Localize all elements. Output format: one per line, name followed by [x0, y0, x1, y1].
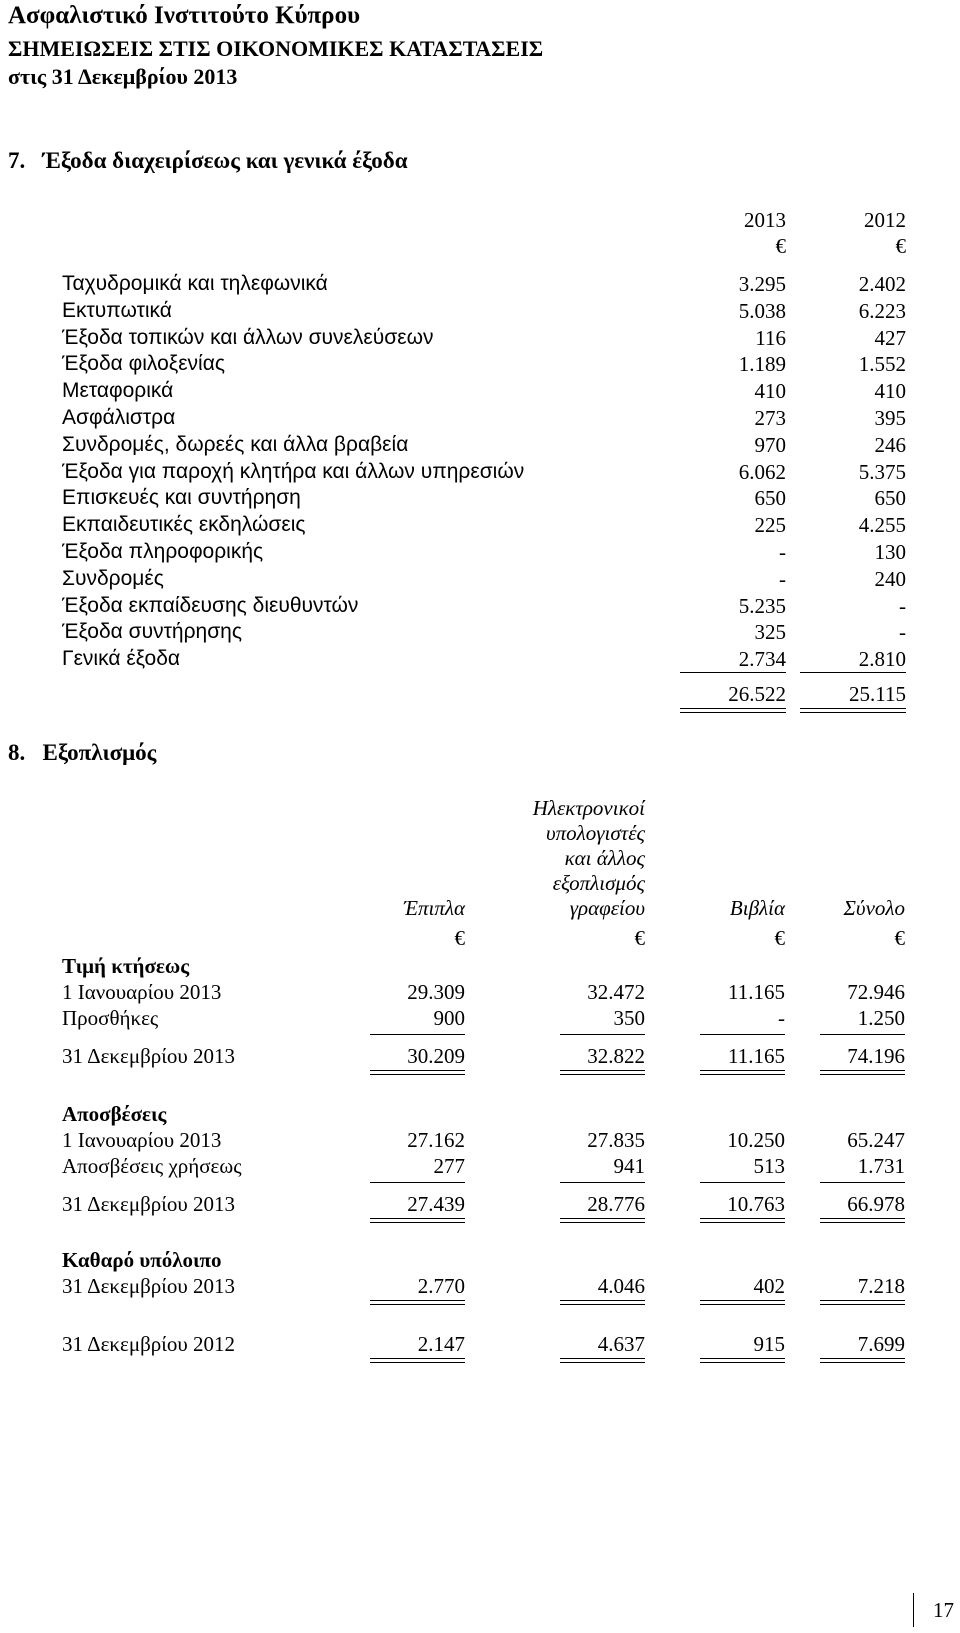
cost-total-double-line: [820, 1070, 905, 1075]
depreciation-subtotal-line: [700, 1182, 785, 1183]
depreciation-charge-row-value: 277: [433, 1154, 465, 1178]
note7-row-value-2012: 4.255: [858, 513, 906, 537]
note7-row-value-2012: 246: [874, 433, 906, 457]
net-2013-double-line: [560, 1300, 645, 1305]
depreciation-opening-row-value: 65.247: [847, 1128, 905, 1152]
note7-row-value-2012: 2.810: [858, 647, 906, 671]
depreciation-subtotal-line: [820, 1182, 905, 1183]
note7-row-value-2012: 240: [874, 567, 906, 591]
note8-column-header: Βιβλία: [729, 896, 785, 920]
net-2013-row-value: 2.770: [417, 1274, 465, 1298]
depreciation-closing-row-value: 66.978: [847, 1192, 905, 1216]
note8-column-header: εξοπλισμός: [552, 871, 645, 895]
depreciation-opening-row-value: 27.835: [587, 1128, 645, 1152]
note7-row-value-2013: -: [779, 540, 786, 564]
note7-total-2012: 25.115: [849, 682, 906, 706]
note7-row-value-2013: 325: [754, 620, 786, 644]
note7-row-value-2013: 225: [754, 513, 786, 537]
depreciation-closing-row-value: 27.439: [407, 1192, 465, 1216]
net-2012-row-value: 2.147: [417, 1332, 465, 1356]
note7-row-label: Μεταφορικά: [62, 379, 174, 402]
cost-closing-row-value: 11.165: [728, 1044, 785, 1068]
note7-currency-2013: €: [775, 234, 786, 258]
cost-opening-row-value: 29.309: [407, 980, 465, 1004]
cost-additions-row-value: -: [778, 1006, 785, 1030]
note-8-title: 8. Εξοπλισμός: [8, 740, 157, 765]
note7-row-value-2013: 5.038: [738, 299, 786, 323]
net-2013-row-value: 7.218: [857, 1274, 905, 1298]
company-name: Ασφαλιστικό Ινστιτούτο Κύπρου: [8, 2, 361, 29]
page-number: 17: [913, 1593, 954, 1627]
note7-row-label: Εκτυπωτικά: [62, 299, 172, 322]
cost-heading: Τιμή κτήσεως: [62, 954, 190, 978]
net-2013-double-line: [820, 1300, 905, 1305]
depreciation-charge-row-value: 513: [753, 1154, 785, 1178]
note7-row-value-2012: 5.375: [858, 460, 906, 484]
depreciation-charge-row-value: 941: [613, 1154, 645, 1178]
depreciation-total-double-line: [820, 1218, 905, 1223]
note8-column-header: Σύνολο: [843, 896, 905, 920]
note7-row-value-2013: 650: [754, 486, 786, 510]
note7-row-label: Συνδρομές: [62, 567, 164, 590]
note7-row-value-2012: 395: [874, 406, 906, 430]
note7-year-2013: 2013: [744, 208, 786, 232]
cost-opening-row-value: 72.946: [847, 980, 905, 1004]
note8-column-header: υπολογιστές: [545, 821, 645, 845]
cost-total-double-line: [370, 1070, 465, 1075]
cost-closing-row-value: 32.822: [587, 1044, 645, 1068]
note7-row-value-2013: 2.734: [738, 647, 786, 671]
depreciation-total-double-line: [560, 1218, 645, 1223]
note7-row-label: Έξοδα συντήρησης: [62, 620, 242, 643]
note7-row-value-2012: -: [899, 594, 906, 618]
depreciation-opening-row-value: 10.250: [727, 1128, 785, 1152]
net-2012-row-value: 915: [753, 1332, 785, 1356]
cost-closing-row-label: 31 Δεκεμβρίου 2013: [62, 1044, 236, 1068]
depreciation-total-double-line: [370, 1218, 465, 1223]
depreciation-charge-row-value: 1.731: [857, 1154, 905, 1178]
net-2013-row-label: 31 Δεκεμβρίου 2013: [62, 1274, 236, 1298]
note8-currency: €: [454, 926, 465, 950]
document-title: ΣΗΜΕΙΩΣΕΙΣ ΣΤΙΣ ΟΙΚΟΝΟΜΙΚΕΣ ΚΑΤΑΣΤΑΣΕΙΣ: [8, 36, 544, 61]
depreciation-closing-row-label: 31 Δεκεμβρίου 2013: [62, 1192, 236, 1216]
note7-row-label: Έξοδα εκπαίδευσης διευθυντών: [62, 594, 359, 617]
note8-column-header: Έπιπλα: [403, 896, 465, 920]
note7-row-value-2012: 1.552: [858, 352, 906, 376]
depreciation-closing-row-value: 10.763: [727, 1192, 785, 1216]
depreciation-subtotal-line: [370, 1182, 465, 1183]
cost-opening-row-value: 32.472: [587, 980, 645, 1004]
note7-row-label: Ασφάλιστρα: [62, 406, 176, 429]
note8-currency: €: [634, 926, 645, 950]
note7-row-value-2013: 273: [754, 406, 786, 430]
note8-column-header: και άλλος: [564, 846, 645, 870]
net-2012-double-line: [820, 1358, 905, 1363]
note7-total-double-line-2013: [680, 708, 786, 713]
net-2013-row-value: 4.046: [597, 1274, 645, 1298]
cost-additions-row-value: 350: [613, 1006, 645, 1030]
note7-row-value-2013: 970: [754, 433, 786, 457]
note7-row-value-2012: -: [899, 620, 906, 644]
note7-row-label: Έξοδα τοπικών και άλλων συνελεύσεων: [62, 326, 434, 349]
net-2012-double-line: [370, 1358, 465, 1363]
cost-subtotal-line: [560, 1034, 645, 1035]
net-2012-row-value: 7.699: [857, 1332, 905, 1356]
note7-row-label: Γενικά έξοδα: [62, 647, 181, 670]
note7-row-value-2012: 130: [874, 540, 906, 564]
net-2012-row-value: 4.637: [597, 1332, 645, 1356]
cost-subtotal-line: [820, 1034, 905, 1035]
cost-opening-row-label: 1 Ιανουαρίου 2013: [62, 980, 222, 1004]
note7-row-label: Ταχυδρομικά και τηλεφωνικά: [62, 272, 328, 295]
depreciation-opening-row-label: 1 Ιανουαρίου 2013: [62, 1128, 222, 1152]
depreciation-charge-row-label: Αποσβέσεις χρήσεως: [62, 1154, 242, 1178]
note7-row-value-2012: 650: [874, 486, 906, 510]
note7-row-value-2013: 1.189: [738, 352, 786, 376]
depreciation-heading: Αποσβέσεις: [62, 1102, 167, 1126]
note7-row-value-2013: -: [779, 567, 786, 591]
note8-currency: €: [774, 926, 785, 950]
net-2013-double-line: [700, 1300, 785, 1305]
note7-row-value-2012: 6.223: [858, 299, 906, 323]
note7-subtotal-line-2013: [680, 672, 786, 673]
note7-total-double-line-2012: [800, 708, 906, 713]
cost-subtotal-line: [370, 1034, 465, 1035]
note7-row-value-2013: 116: [755, 326, 786, 350]
note7-year-2012: 2012: [864, 208, 906, 232]
net-2012-double-line: [700, 1358, 785, 1363]
cost-closing-row-value: 74.196: [847, 1044, 905, 1068]
note7-row-value-2013: 5.235: [738, 594, 786, 618]
depreciation-total-double-line: [700, 1218, 785, 1223]
note7-row-value-2012: 2.402: [858, 272, 906, 296]
note7-row-value-2013: 6.062: [738, 460, 786, 484]
note7-row-value-2013: 3.295: [738, 272, 786, 296]
note7-row-label: Επισκευές και συντήρηση: [62, 486, 301, 509]
cost-additions-row-value: 900: [433, 1006, 465, 1030]
net-2013-double-line: [370, 1300, 465, 1305]
note7-row-label: Έξοδα πληροφορικής: [62, 540, 264, 563]
note7-row-label: Εκπαιδευτικές εκδηλώσεις: [62, 513, 306, 536]
note7-subtotal-line-2012: [800, 672, 906, 673]
cost-total-double-line: [560, 1070, 645, 1075]
note7-row-label: Έξοδα φιλοξενίας: [62, 352, 225, 375]
document-date: στις 31 Δεκεμβρίου 2013: [8, 64, 238, 89]
cost-subtotal-line: [700, 1034, 785, 1035]
note7-row-value-2012: 427: [874, 326, 906, 350]
note7-row-value-2013: 410: [754, 379, 786, 403]
note7-total-2013: 26.522: [728, 682, 786, 706]
note7-row-value-2012: 410: [874, 379, 906, 403]
note8-column-header: Ηλεκτρονικοί: [532, 796, 645, 820]
net-2012-double-line: [560, 1358, 645, 1363]
net-2013-row-value: 402: [753, 1274, 785, 1298]
note7-row-label: Συνδρομές, δωρεές και άλλα βραβεία: [62, 433, 409, 456]
cost-opening-row-value: 11.165: [728, 980, 785, 1004]
cost-additions-row-value: 1.250: [857, 1006, 905, 1030]
depreciation-closing-row-value: 28.776: [587, 1192, 645, 1216]
cost-total-double-line: [700, 1070, 785, 1075]
cost-closing-row-value: 30.209: [407, 1044, 465, 1068]
net-2012-row-label: 31 Δεκεμβρίου 2012: [62, 1332, 236, 1356]
note7-currency-2012: €: [895, 234, 906, 258]
net-book-value-heading: Καθαρό υπόλοιπο: [62, 1248, 222, 1272]
note-7-title: 7. Έξοδα διαχειρίσεως και γενικά έξοδα: [8, 148, 408, 173]
depreciation-subtotal-line: [560, 1182, 645, 1183]
note7-row-label: Έξοδα για παροχή κλητήρα και άλλων υπηρεσιών: [62, 460, 525, 483]
note8-currency: €: [894, 926, 905, 950]
cost-additions-row-label: Προσθήκες: [62, 1006, 159, 1030]
depreciation-opening-row-value: 27.162: [407, 1128, 465, 1152]
note8-column-header: γραφείου: [569, 896, 645, 920]
